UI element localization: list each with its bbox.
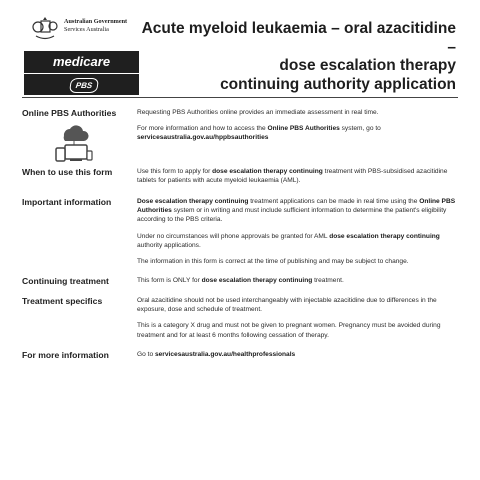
page-header (0, 0, 480, 100)
hppbsauthorities-link[interactable]: servicesaustralia.gov.au/hppbsauthorities (137, 134, 269, 142)
healthprofessionals-link[interactable]: servicesaustralia.gov.au/healthprofessionals (154, 351, 296, 358)
important-text-3: The information in this form is correct at the time of publishing and may be subject to change. (137, 258, 409, 266)
online-text-2 (137, 124, 459, 142)
section-label-when: When to use this form (22, 167, 113, 177)
text-run: Go to (137, 351, 155, 358)
government-wordmark (64, 18, 127, 34)
text-run: authority applications. (137, 241, 201, 249)
important-text-1 (137, 197, 459, 225)
bold-run: Dose escalation therapy continuing (137, 198, 249, 205)
section-content-specifics (137, 296, 459, 347)
text-run: treatment with PBS-subsidised azacitidine tablets for patients with acute myeloid leukaemia (AML). (137, 168, 448, 185)
more-text (137, 350, 459, 359)
specifics-text-1: Oral azacitidine should not be used interchangeably with injectable azacitidine due to differences in the exposure, dose and schedule of treatment. (137, 297, 437, 314)
text-run: For more information and how to access the (137, 125, 268, 133)
text-run: system, go to (339, 125, 381, 133)
text-run: Under no circumstances will phone approvals be granted for AML (137, 232, 330, 240)
section-label-more: For more information (22, 350, 109, 360)
text-run: treatment. (312, 277, 344, 284)
medicare-logo: medicare (24, 51, 139, 73)
continuing-text (137, 276, 459, 285)
online-text-1: Requesting PBS Authorities online provides an immediate assessment in real time. (137, 109, 379, 116)
bold-run: dose escalation therapy continuing (201, 277, 313, 284)
text-run: system or in writing and must include sufficient information to determine the patient's eligibility according to the PBS criteria. (137, 207, 447, 224)
bold-run: dose escalation therapy continuing (329, 232, 440, 240)
section-label-continuing: Continuing treatment (22, 276, 109, 286)
title-line-3: continuing authority application (220, 75, 456, 93)
important-text-2 (137, 232, 459, 250)
coat-of-arms-icon (30, 14, 60, 44)
section-online (0, 108, 480, 168)
pbs-logo: PBS (69, 78, 99, 93)
section-content-important (137, 197, 459, 273)
text-run: treatment applications can be made in real time using the (248, 198, 420, 205)
bold-run: Online PBS Authorities (137, 198, 456, 215)
title-line-1: Acute myeloid leukaemia – oral azacitidine – (141, 20, 456, 56)
text-run: This form is ONLY for (137, 277, 202, 284)
section-label-online: Online PBS Authorities (22, 108, 117, 118)
section-label-important: Important information (22, 197, 112, 207)
header-divider (22, 97, 458, 98)
title-line-2: dose escalation therapy (279, 57, 456, 74)
bold-run: dose escalation therapy continuing (212, 168, 323, 175)
gov-line-2: Services Australia (64, 26, 109, 33)
section-content-continuing (137, 276, 459, 292)
section-content-more (137, 350, 459, 366)
page-title (136, 20, 456, 94)
pbs-logo-bar (24, 74, 139, 95)
online-pbs-authorities-link: Online PBS Authorities (267, 125, 340, 133)
when-text (137, 167, 459, 185)
section-label-specifics: Treatment specifics (22, 296, 103, 306)
gov-line-1: Australian Government (64, 18, 128, 25)
specifics-text-2: This is a category X drug and must not be given to pregnant women. Pregnancy must be avoided during treatment and for at least 6 months following cessation of therapy. (137, 322, 441, 339)
cloud-devices-icon (50, 124, 98, 164)
section-content-when (137, 167, 459, 192)
section-content-online (137, 108, 459, 150)
text-run: Use this form to apply for (137, 168, 213, 175)
